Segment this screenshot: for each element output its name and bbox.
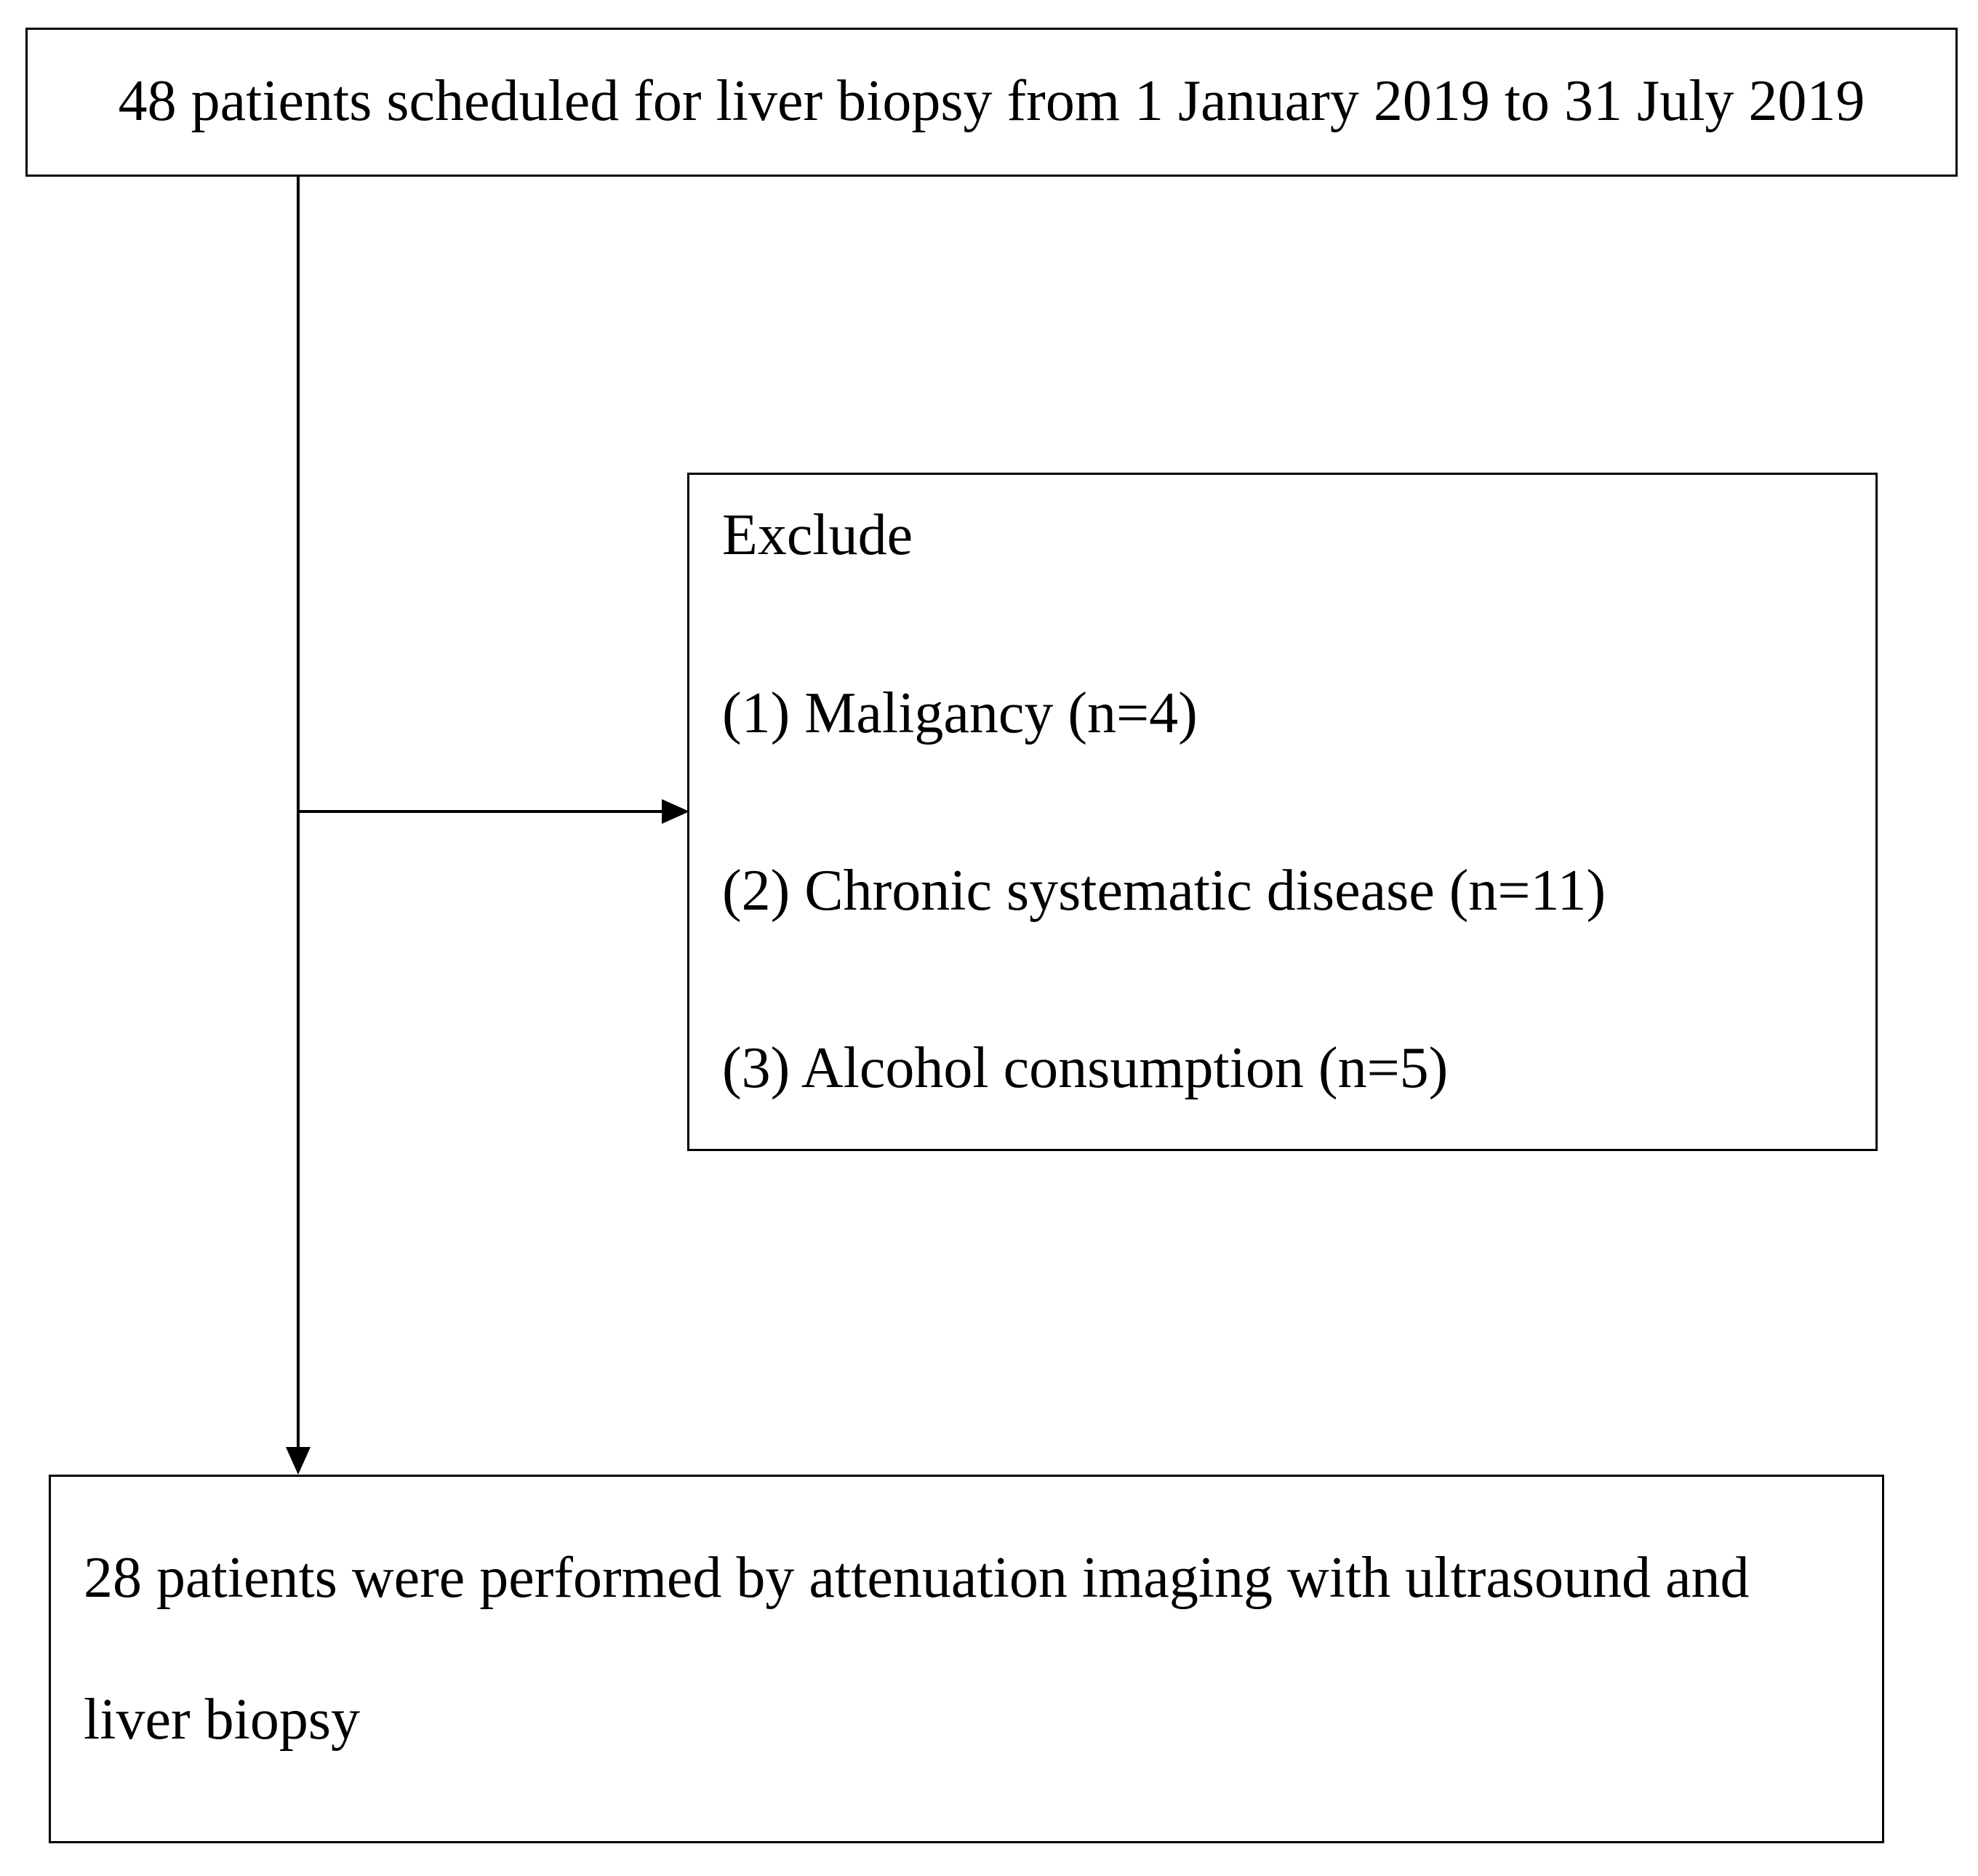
exclusion-item-alcohol: (3) Alcohol consumption (n=5) <box>722 1036 1449 1100</box>
exclusion-item-chronic-disease: (2) Chronic systematic disease (n=11) <box>722 859 1606 923</box>
main-flow-arrowhead <box>286 1447 311 1475</box>
enrollment-text: 48 patients scheduled for liver biopsy from 1 January 2019 to 31 July 2019 <box>118 69 1865 133</box>
final-cohort-box <box>49 1475 1884 1843</box>
enrollment-box <box>25 28 1958 177</box>
final-cohort-text: 28 patients were performed by attenuation imaging with ultrasound and liver biopsy <box>84 1546 1750 1752</box>
exclusion-branch-arrowhead <box>662 799 689 824</box>
exclusion-box <box>687 473 1878 1151</box>
exclusion-title: Exclude <box>722 503 913 567</box>
exclusion-item-malignancy: (1) Maligancy (n=4) <box>722 681 1198 745</box>
